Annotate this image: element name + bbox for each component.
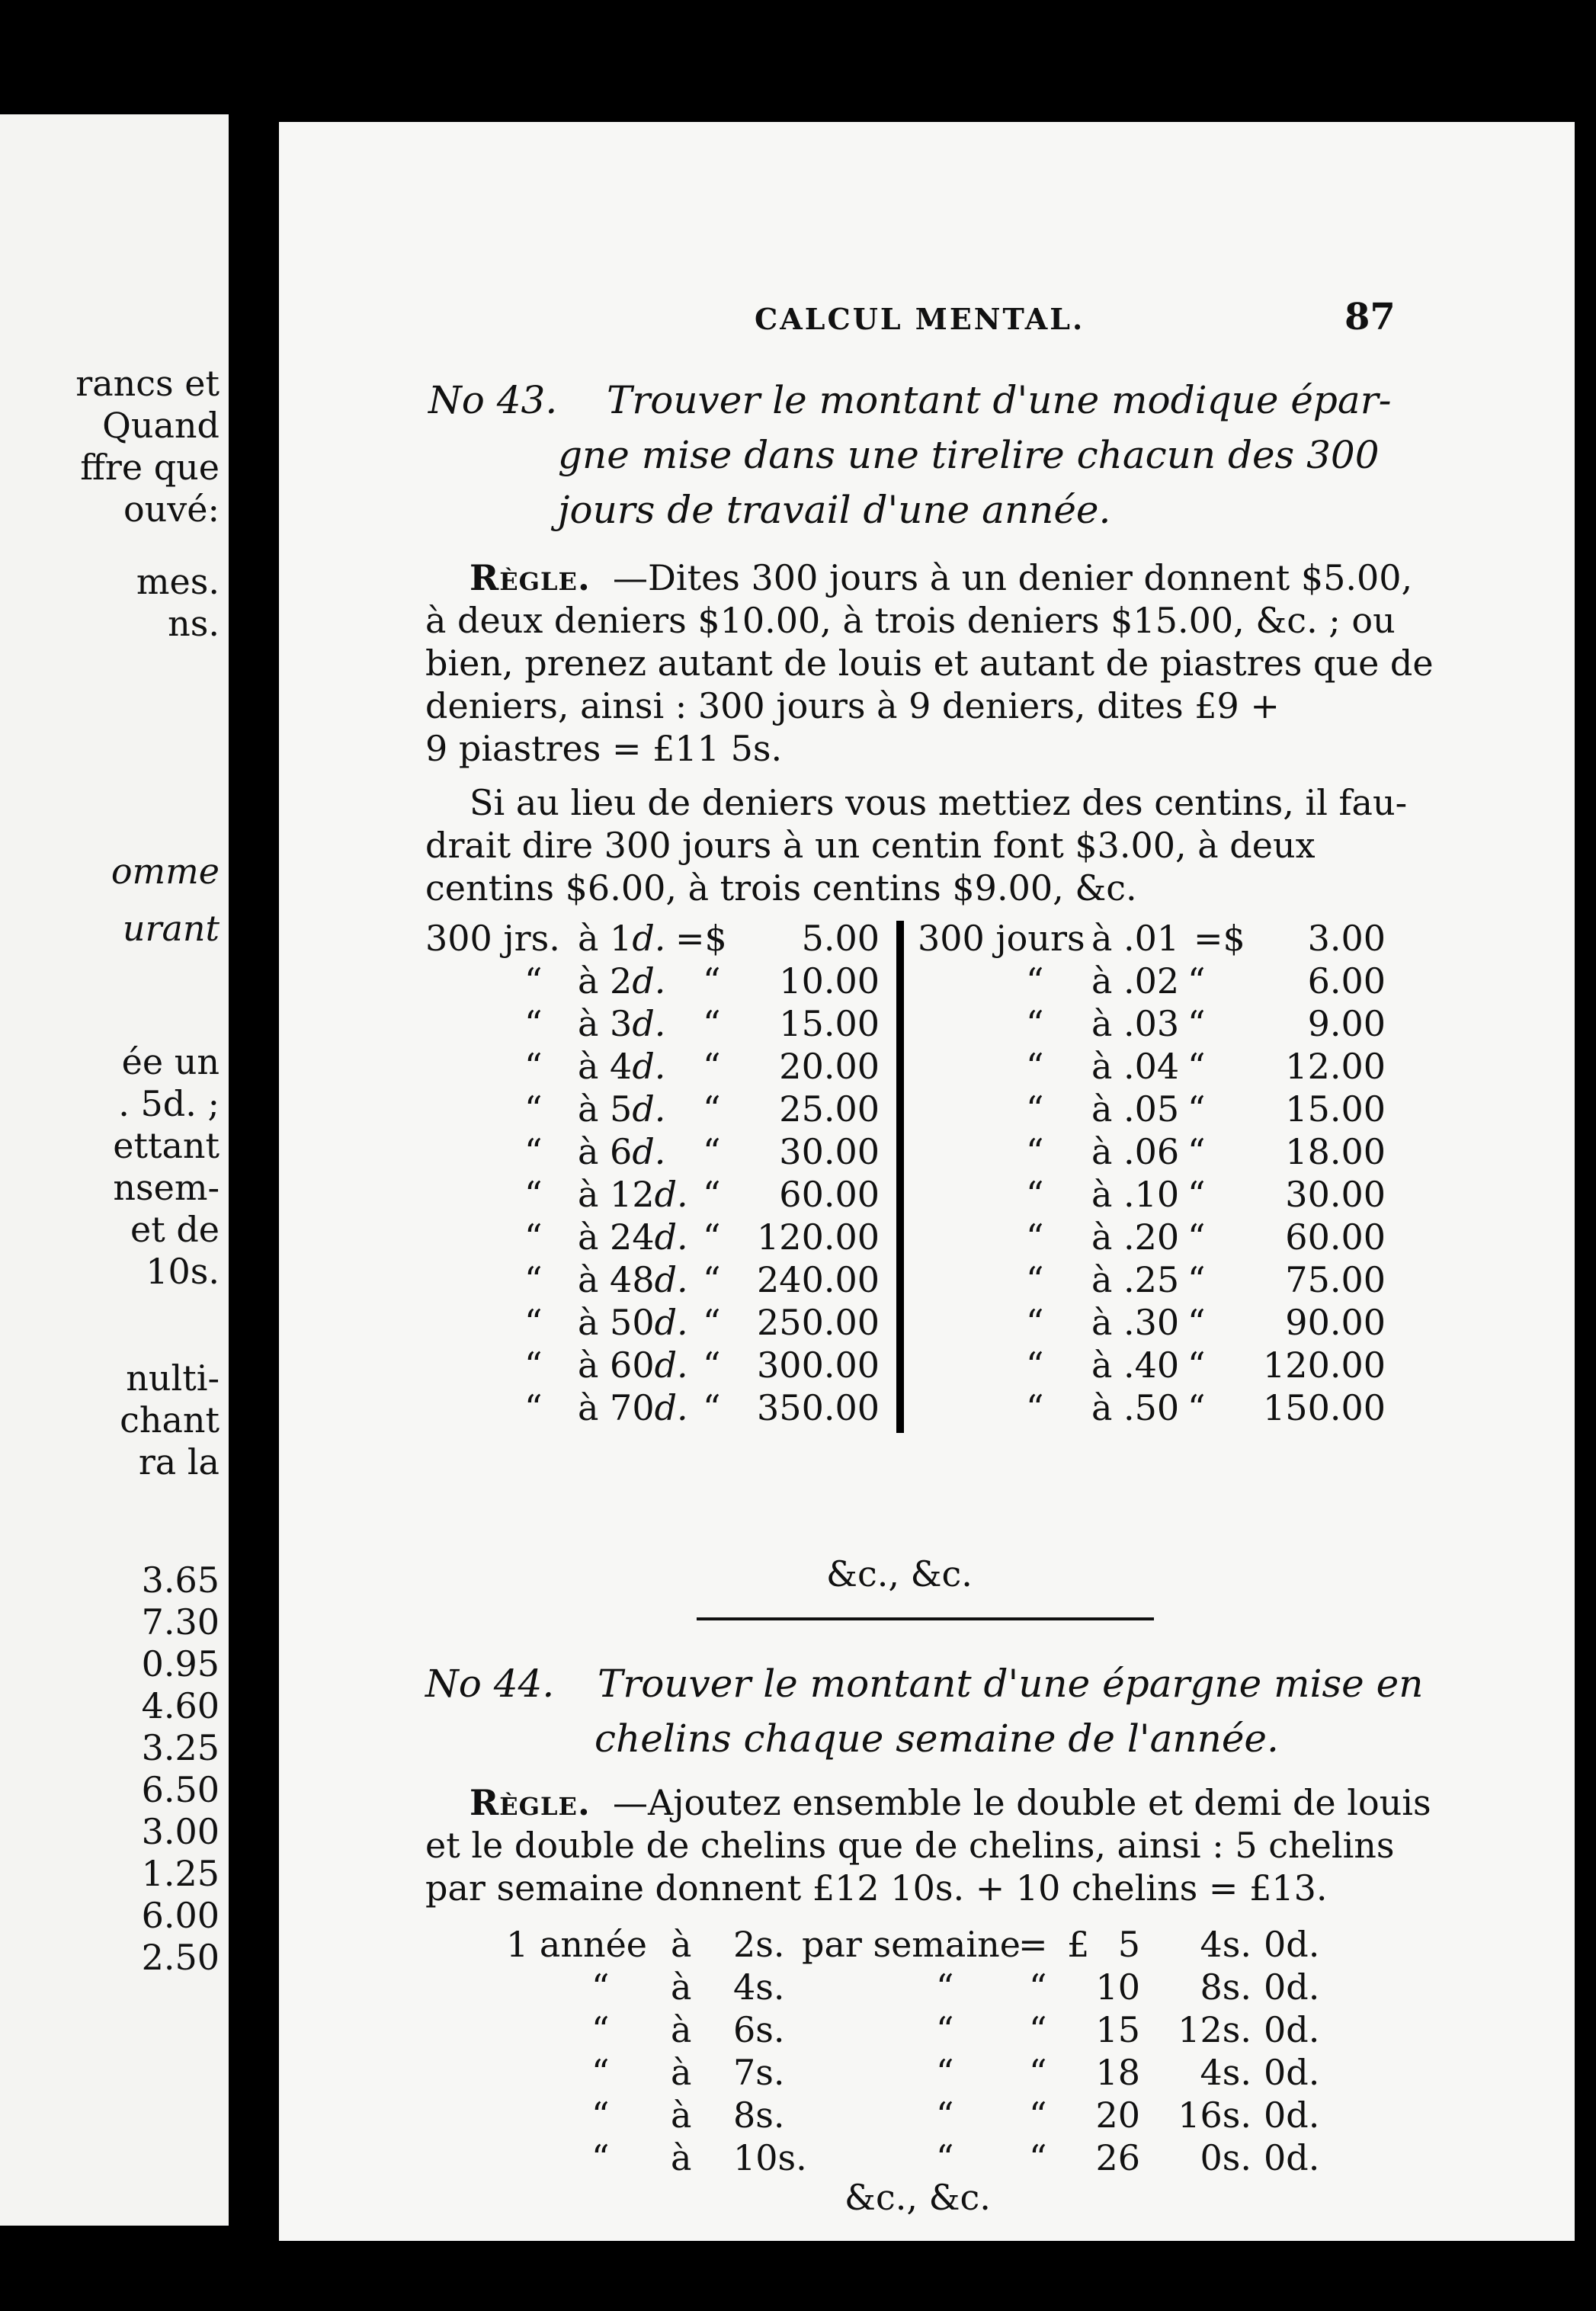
table-row-value: 9.00 <box>1307 1003 1386 1044</box>
table-row-rate: à 2d. <box>578 960 666 1002</box>
table-row-lead: “ <box>524 1216 543 1258</box>
left-page-fragment: 7.30 <box>141 1601 220 1643</box>
table-row-ditto: “ <box>703 1302 721 1343</box>
table-row-rate: à .20 <box>1091 1216 1180 1258</box>
table-row-ditto: “ <box>1187 1174 1206 1215</box>
table-row-rate: à 70d. <box>578 1387 688 1428</box>
table-row-pence: 0d. <box>1264 2095 1320 2136</box>
table-row-rate: à .10 <box>1091 1174 1180 1215</box>
table-row-lead: “ <box>1026 1302 1044 1343</box>
table-row-rate: à <box>671 2137 692 2178</box>
table-row-ditto: “ <box>703 1259 721 1300</box>
table-row-amount: 7s. <box>733 2052 785 2093</box>
table-row-lead: “ <box>1026 1216 1044 1258</box>
table-row-amount: 6s. <box>733 2009 785 2050</box>
table-row-value: 240.00 <box>757 1259 880 1300</box>
table-row-rate: à 48d. <box>578 1259 688 1300</box>
left-page-fragment: omme <box>111 851 220 892</box>
table-row-per: “ <box>936 2095 954 2136</box>
table-row-value: 12.00 <box>1285 1046 1386 1087</box>
section-divider <box>697 1617 1154 1620</box>
table-row-lead: “ <box>591 2137 610 2178</box>
table-row-lead: “ <box>591 1966 610 2008</box>
table-row-rate: à <box>671 2095 692 2136</box>
table-row-value: 18.00 <box>1285 1131 1386 1172</box>
table-row-ditto: “ <box>1187 1345 1206 1386</box>
table-row-ditto: “ <box>1187 1088 1206 1130</box>
problem-43-rule-line-4: deniers, ainsi : 300 jours à 9 deniers, dites £9 + <box>425 685 1280 726</box>
table-row-lead: “ <box>1026 1046 1044 1087</box>
problem-43-rule-line-5: 9 piastres = £11 5s. <box>425 728 783 769</box>
table-row-lead: “ <box>591 2009 610 2050</box>
problem-43-rule-line-3: bien, prenez autant de louis et autant de piastres que de <box>425 643 1434 684</box>
table-row-pounds: 15 <box>1095 2009 1140 2050</box>
table-row-lead: “ <box>524 1259 543 1300</box>
table-row-value: 120.00 <box>757 1216 880 1258</box>
table-row-ditto: “ <box>703 1216 721 1258</box>
table-row-lead: “ <box>1026 1387 1044 1428</box>
table-row-rate: à 4d. <box>578 1046 666 1087</box>
table-row-value: 25.00 <box>779 1088 880 1130</box>
table-row-pounds: 5 <box>1117 1924 1140 1965</box>
table-row-pounds: 26 <box>1095 2137 1140 2178</box>
table-row-equals: “ <box>1029 2137 1047 2178</box>
table-row-value: 15.00 <box>779 1003 880 1044</box>
table-row-lead: “ <box>1026 1131 1044 1172</box>
problem-44-rule-label: Règle. <box>470 1782 591 1823</box>
table-row-rate: à 60d. <box>578 1345 688 1386</box>
problem-43-rule-line-1: —Dites 300 jours à un denier donnent $5.00, <box>613 557 1413 598</box>
left-page-fragment: 3.00 <box>141 1811 220 1852</box>
table-row-rate: à 3d. <box>578 1003 666 1044</box>
table-row-rate: à .30 <box>1091 1302 1180 1343</box>
table-row-value: 350.00 <box>757 1387 880 1428</box>
left-page-fragment: Quand <box>102 405 220 446</box>
table-row-ditto: “ <box>1187 1302 1206 1343</box>
table-row-ditto: “ <box>703 1003 721 1044</box>
table-row-ditto: “ <box>703 1174 721 1215</box>
problem-44-number: No 44. <box>425 1662 555 1706</box>
table-row-pound-sign: £ <box>1067 1924 1090 1965</box>
table-row-ditto: “ <box>1187 1003 1206 1044</box>
left-page-fragment: rancs et <box>75 363 220 404</box>
table-row-equals: “ <box>1029 2095 1047 2136</box>
left-page-fragment: ettant <box>113 1125 220 1166</box>
table-row-lead: 1 année <box>506 1924 648 1965</box>
left-page-fragment: 4.60 <box>141 1685 220 1726</box>
table-row-lead: “ <box>1026 1088 1044 1130</box>
table-row-value: 90.00 <box>1285 1302 1386 1343</box>
table-row-ditto: “ <box>703 1131 721 1172</box>
left-page-fragment: 6.50 <box>141 1769 220 1810</box>
table-row-lead: “ <box>524 1003 543 1044</box>
problem-43-rule-label: Règle. <box>470 557 591 598</box>
table-row-per: “ <box>936 2137 954 2178</box>
table-row-lead: “ <box>524 1131 543 1172</box>
left-page-fragment: 0.95 <box>141 1643 220 1684</box>
left-page-fragment: nulti- <box>126 1357 220 1399</box>
left-page-fragment: . 5d. ; <box>118 1083 220 1124</box>
problem-44-title-line-1: Trouver le montant d'une épargne mise en <box>598 1662 1424 1706</box>
table-row-lead: “ <box>524 960 543 1002</box>
table-row-rate: à .02 <box>1091 960 1180 1002</box>
left-page-fragment: mes. <box>136 561 220 602</box>
problem-43-title-line-2: gne mise dans une tirelire chacun des 300 <box>558 433 1380 477</box>
table-row-ditto: “ <box>1187 1131 1206 1172</box>
table-row-rate: à .05 <box>1091 1088 1180 1130</box>
left-page-fragment: 3.25 <box>141 1727 220 1768</box>
table-row-ditto: “ <box>1187 1216 1206 1258</box>
table-row-lead: “ <box>524 1387 543 1428</box>
table-row-lead: “ <box>1026 1174 1044 1215</box>
table-row-value: 30.00 <box>1285 1174 1386 1215</box>
table-row-amount: 4s. <box>733 1966 785 2008</box>
table-row-ditto: “ <box>703 1046 721 1087</box>
problem-43-para-line-1: Si au lieu de deniers vous mettiez des centins, il fau- <box>470 782 1408 823</box>
table-row-lead: “ <box>1026 1345 1044 1386</box>
table-row-value: 6.00 <box>1307 960 1386 1002</box>
table-row-pence: 0d. <box>1264 2137 1320 2178</box>
problem-43-title-line-3: jours de travail d'une année. <box>558 488 1111 532</box>
table-row-value: 120.00 <box>1263 1345 1386 1386</box>
table-row-lead: “ <box>1026 1259 1044 1300</box>
left-page-fragment: urant <box>122 908 220 949</box>
left-facing-page <box>0 114 259 2226</box>
left-page-fragment: 2.50 <box>141 1937 220 1978</box>
table-row-rate: à 1d. <box>578 918 666 959</box>
problem-44-rule-line-3: par semaine donnent £12 10s. + 10 chelins = £13. <box>425 1867 1328 1909</box>
table-row-shillings: 16s. <box>1178 2095 1251 2136</box>
table-row-value: 75.00 <box>1285 1259 1386 1300</box>
table-row-rate: à 5d. <box>578 1088 666 1130</box>
table-row-value: 30.00 <box>779 1131 880 1172</box>
table-row-amount: 2s. <box>733 1924 785 1965</box>
left-page-fragment: chant <box>120 1399 220 1441</box>
table-row-ditto: “ <box>1187 1387 1206 1428</box>
table-row-per: par semaine <box>802 1924 1021 1965</box>
table-row-value: 60.00 <box>779 1174 880 1215</box>
problem-43-etc: &c., &c. <box>826 1553 973 1595</box>
table-row-value: 3.00 <box>1307 918 1386 959</box>
table-row-value: 5.00 <box>801 918 880 959</box>
table-row-lead: “ <box>1026 1003 1044 1044</box>
table-row-rate: à .50 <box>1091 1387 1180 1428</box>
problem-44-etc: &c., &c. <box>844 2177 991 2218</box>
table-row-value: 60.00 <box>1285 1216 1386 1258</box>
table-row-ditto: “ <box>703 960 721 1002</box>
left-page-fragment: 6.00 <box>141 1895 220 1936</box>
left-page-fragment: ns. <box>168 603 220 644</box>
problem-44-rule-line-1: —Ajoutez ensemble le double et demi de louis <box>613 1782 1431 1823</box>
table-row-amount: 10s. <box>733 2137 807 2178</box>
left-page-fragment: et de <box>130 1209 220 1250</box>
problem-43-rule-line-2: à deux deniers $10.00, à trois deniers $15.00, &c. ; ou <box>425 600 1396 641</box>
table-row-shillings: 4s. <box>1200 2052 1251 2093</box>
table-row-shillings: 12s. <box>1178 2009 1251 2050</box>
table-row-lead: 300 jours <box>918 918 1085 959</box>
table-row-rate: à .40 <box>1091 1345 1180 1386</box>
table-row-pence: 0d. <box>1264 1966 1320 2008</box>
left-page-fragment: ffre que <box>80 447 220 488</box>
table-row-lead: “ <box>524 1046 543 1087</box>
table-column-divider <box>896 921 904 1433</box>
book-gutter <box>229 114 279 2233</box>
table-row-rate: à <box>671 2052 692 2093</box>
problem-44-title-line-2: chelins chaque semaine de l'année. <box>594 1716 1279 1761</box>
table-row-value: 300.00 <box>757 1345 880 1386</box>
table-row-rate: à .04 <box>1091 1046 1180 1087</box>
left-page-fragment: 10s. <box>146 1251 220 1292</box>
table-row-lead: “ <box>524 1302 543 1343</box>
table-row-ditto: “ <box>1187 1046 1206 1087</box>
table-row-ditto: “ <box>703 1387 721 1428</box>
table-row-lead: “ <box>1026 960 1044 1002</box>
table-row-rate: à 12d. <box>578 1174 688 1215</box>
table-row-lead: “ <box>591 2052 610 2093</box>
table-row-value: 20.00 <box>779 1046 880 1087</box>
table-row-equals: = <box>1018 1924 1048 1965</box>
table-row-rate: à .01 <box>1091 918 1180 959</box>
table-row-equals: “ <box>1029 2052 1047 2093</box>
table-row-rate: à <box>671 1924 692 1965</box>
table-row-per: “ <box>936 2009 954 2050</box>
table-row-pence: 0d. <box>1264 1924 1320 1965</box>
table-row-per: “ <box>936 1966 954 2008</box>
problem-43-title-line-1: Trouver le montant d'une modique épar- <box>607 378 1392 422</box>
table-row-lead: “ <box>524 1088 543 1130</box>
problem-43-para-line-2: drait dire 300 jours à un centin font $3.00, à deux <box>425 825 1316 866</box>
table-row-shillings: 0s. <box>1200 2137 1251 2178</box>
table-row-ditto: =$ <box>675 918 727 959</box>
page-number: 87 <box>1344 296 1396 338</box>
table-row-rate: à 6d. <box>578 1131 666 1172</box>
left-page-fragment: ouvé: <box>123 489 220 530</box>
table-row-value: 150.00 <box>1263 1387 1386 1428</box>
table-row-ditto: =$ <box>1194 918 1245 959</box>
table-row-pence: 0d. <box>1264 2052 1320 2093</box>
table-row-rate: à <box>671 2009 692 2050</box>
left-page-fragment: 1.25 <box>141 1853 220 1894</box>
main-page <box>279 122 1575 2241</box>
left-page-fragment: nsem- <box>113 1167 220 1208</box>
table-row-pounds: 10 <box>1095 1966 1140 2008</box>
left-page-fragment: ée un <box>121 1041 220 1082</box>
table-row-shillings: 4s. <box>1200 1924 1251 1965</box>
table-row-equals: “ <box>1029 1966 1047 2008</box>
left-page-fragment: ra la <box>138 1441 220 1482</box>
table-row-ditto: “ <box>703 1088 721 1130</box>
left-page-fragment: 3.65 <box>141 1559 220 1601</box>
table-row-pence: 0d. <box>1264 2009 1320 2050</box>
table-row-shillings: 8s. <box>1200 1966 1251 2008</box>
table-row-rate: à .06 <box>1091 1131 1180 1172</box>
running-title: CALCUL MENTAL. <box>755 302 1085 336</box>
table-row-value: 250.00 <box>757 1302 880 1343</box>
table-row-lead: “ <box>524 1174 543 1215</box>
table-row-value: 10.00 <box>779 960 880 1002</box>
table-row-pounds: 20 <box>1095 2095 1140 2136</box>
table-row-amount: 8s. <box>733 2095 785 2136</box>
table-row-rate: à .03 <box>1091 1003 1180 1044</box>
problem-43-number: No 43. <box>428 378 558 422</box>
table-row-per: “ <box>936 2052 954 2093</box>
table-row-rate: à 24d. <box>578 1216 688 1258</box>
table-row-ditto: “ <box>1187 960 1206 1002</box>
table-row-rate: à 50d. <box>578 1302 688 1343</box>
table-row-ditto: “ <box>1187 1259 1206 1300</box>
table-row-rate: à <box>671 1966 692 2008</box>
table-row-ditto: “ <box>703 1345 721 1386</box>
table-row-equals: “ <box>1029 2009 1047 2050</box>
table-row-lead: 300 jrs. <box>425 918 560 959</box>
problem-43-para-line-3: centins $6.00, à trois centins $9.00, &c. <box>425 867 1137 909</box>
table-row-value: 15.00 <box>1285 1088 1386 1130</box>
table-row-lead: “ <box>591 2095 610 2136</box>
table-row-rate: à .25 <box>1091 1259 1180 1300</box>
problem-44-rule-line-2: et le double de chelins que de chelins, ainsi : 5 chelins <box>425 1825 1395 1866</box>
table-row-pounds: 18 <box>1095 2052 1140 2093</box>
table-row-lead: “ <box>524 1345 543 1386</box>
